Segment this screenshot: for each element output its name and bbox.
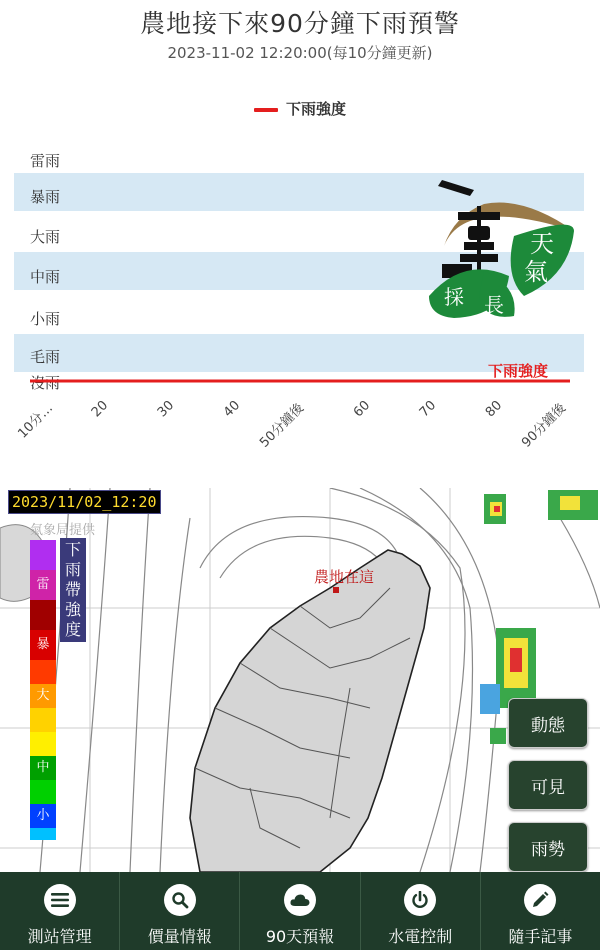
legend-swatch [254,108,278,112]
series-end-label: 下雨強度 [488,362,549,380]
x-tick-label: 70 [416,398,440,421]
radar-map-canvas [0,488,600,872]
nav-label: 測站管理 [27,927,92,946]
weather-station-logo [424,176,580,326]
nav-label: 價量情報 [147,927,212,946]
nav-station-management[interactable] [0,872,120,950]
scale-label: 雷 [30,570,56,600]
x-tick-label: 50分鐘後 [257,400,307,451]
svg-text:農地在這: 農地在這 [314,568,375,586]
x-tick-label: 90分鐘後 [519,400,569,451]
scale-label: 大 [30,684,56,708]
y-category-label: 小雨 [30,310,61,328]
y-category-label: 中雨 [30,268,61,286]
y-category-label: 大雨 [30,228,61,246]
bottom-nav [0,872,600,950]
power-icon [404,884,436,916]
x-tick-label: 60 [350,398,374,421]
radar-map[interactable] [0,488,600,872]
pencil-icon [524,884,556,916]
svg-text:天: 天 [530,230,554,258]
update-timestamp: 2023-11-02 12:20:00(每10分鐘更新) [167,44,433,62]
visible-light-button[interactable]: 可見 [508,760,588,810]
nav-label: 隨手記事 [508,927,573,946]
chart-legend[interactable] [0,98,600,119]
nav-utility-control[interactable] [361,872,481,950]
search-icon [164,884,196,916]
scale-label: 小 [30,804,56,828]
scale-label: 暴 [30,630,56,660]
rain-intensity-scale [30,540,56,870]
nav-price-info[interactable] [120,872,240,950]
x-tick-label: 20 [88,398,112,421]
scale-label: 中 [30,756,56,780]
rain-button[interactable]: 雨勢 [508,822,588,872]
menu-icon [44,884,76,916]
y-category-label: 雷雨 [30,152,61,170]
x-tick-label: 40 [220,398,244,421]
radar-timestamp: 2023/11/02_12:20 [8,490,161,514]
x-tick-label: 30 [154,398,178,421]
cloud-icon [284,884,316,916]
svg-text:氣: 氣 [524,258,548,286]
svg-text:採: 採 [444,285,464,309]
legend-label: 下雨強度 [285,100,346,118]
scale-title: 下 雨 帶 強 度 [60,538,86,642]
y-category-label: 暴雨 [30,188,61,206]
x-tick-label: 10分… [15,400,56,442]
nav-notes[interactable] [481,872,600,950]
nav-label: 水電控制 [388,927,453,946]
nav-label: 90天預報 [265,927,335,946]
animate-button[interactable]: 動態 [508,698,588,748]
nav-90day-forecast[interactable] [240,872,360,950]
page-title: 農地接下來90分鐘下雨預警 [140,9,460,38]
y-category-label: 毛雨 [30,348,61,366]
svg-text:長: 長 [484,293,504,317]
svg-text:氣象局提供: 氣象局提供 [30,523,96,538]
y-category-label: 沒雨 [30,374,61,392]
x-tick-label: 80 [482,398,506,421]
